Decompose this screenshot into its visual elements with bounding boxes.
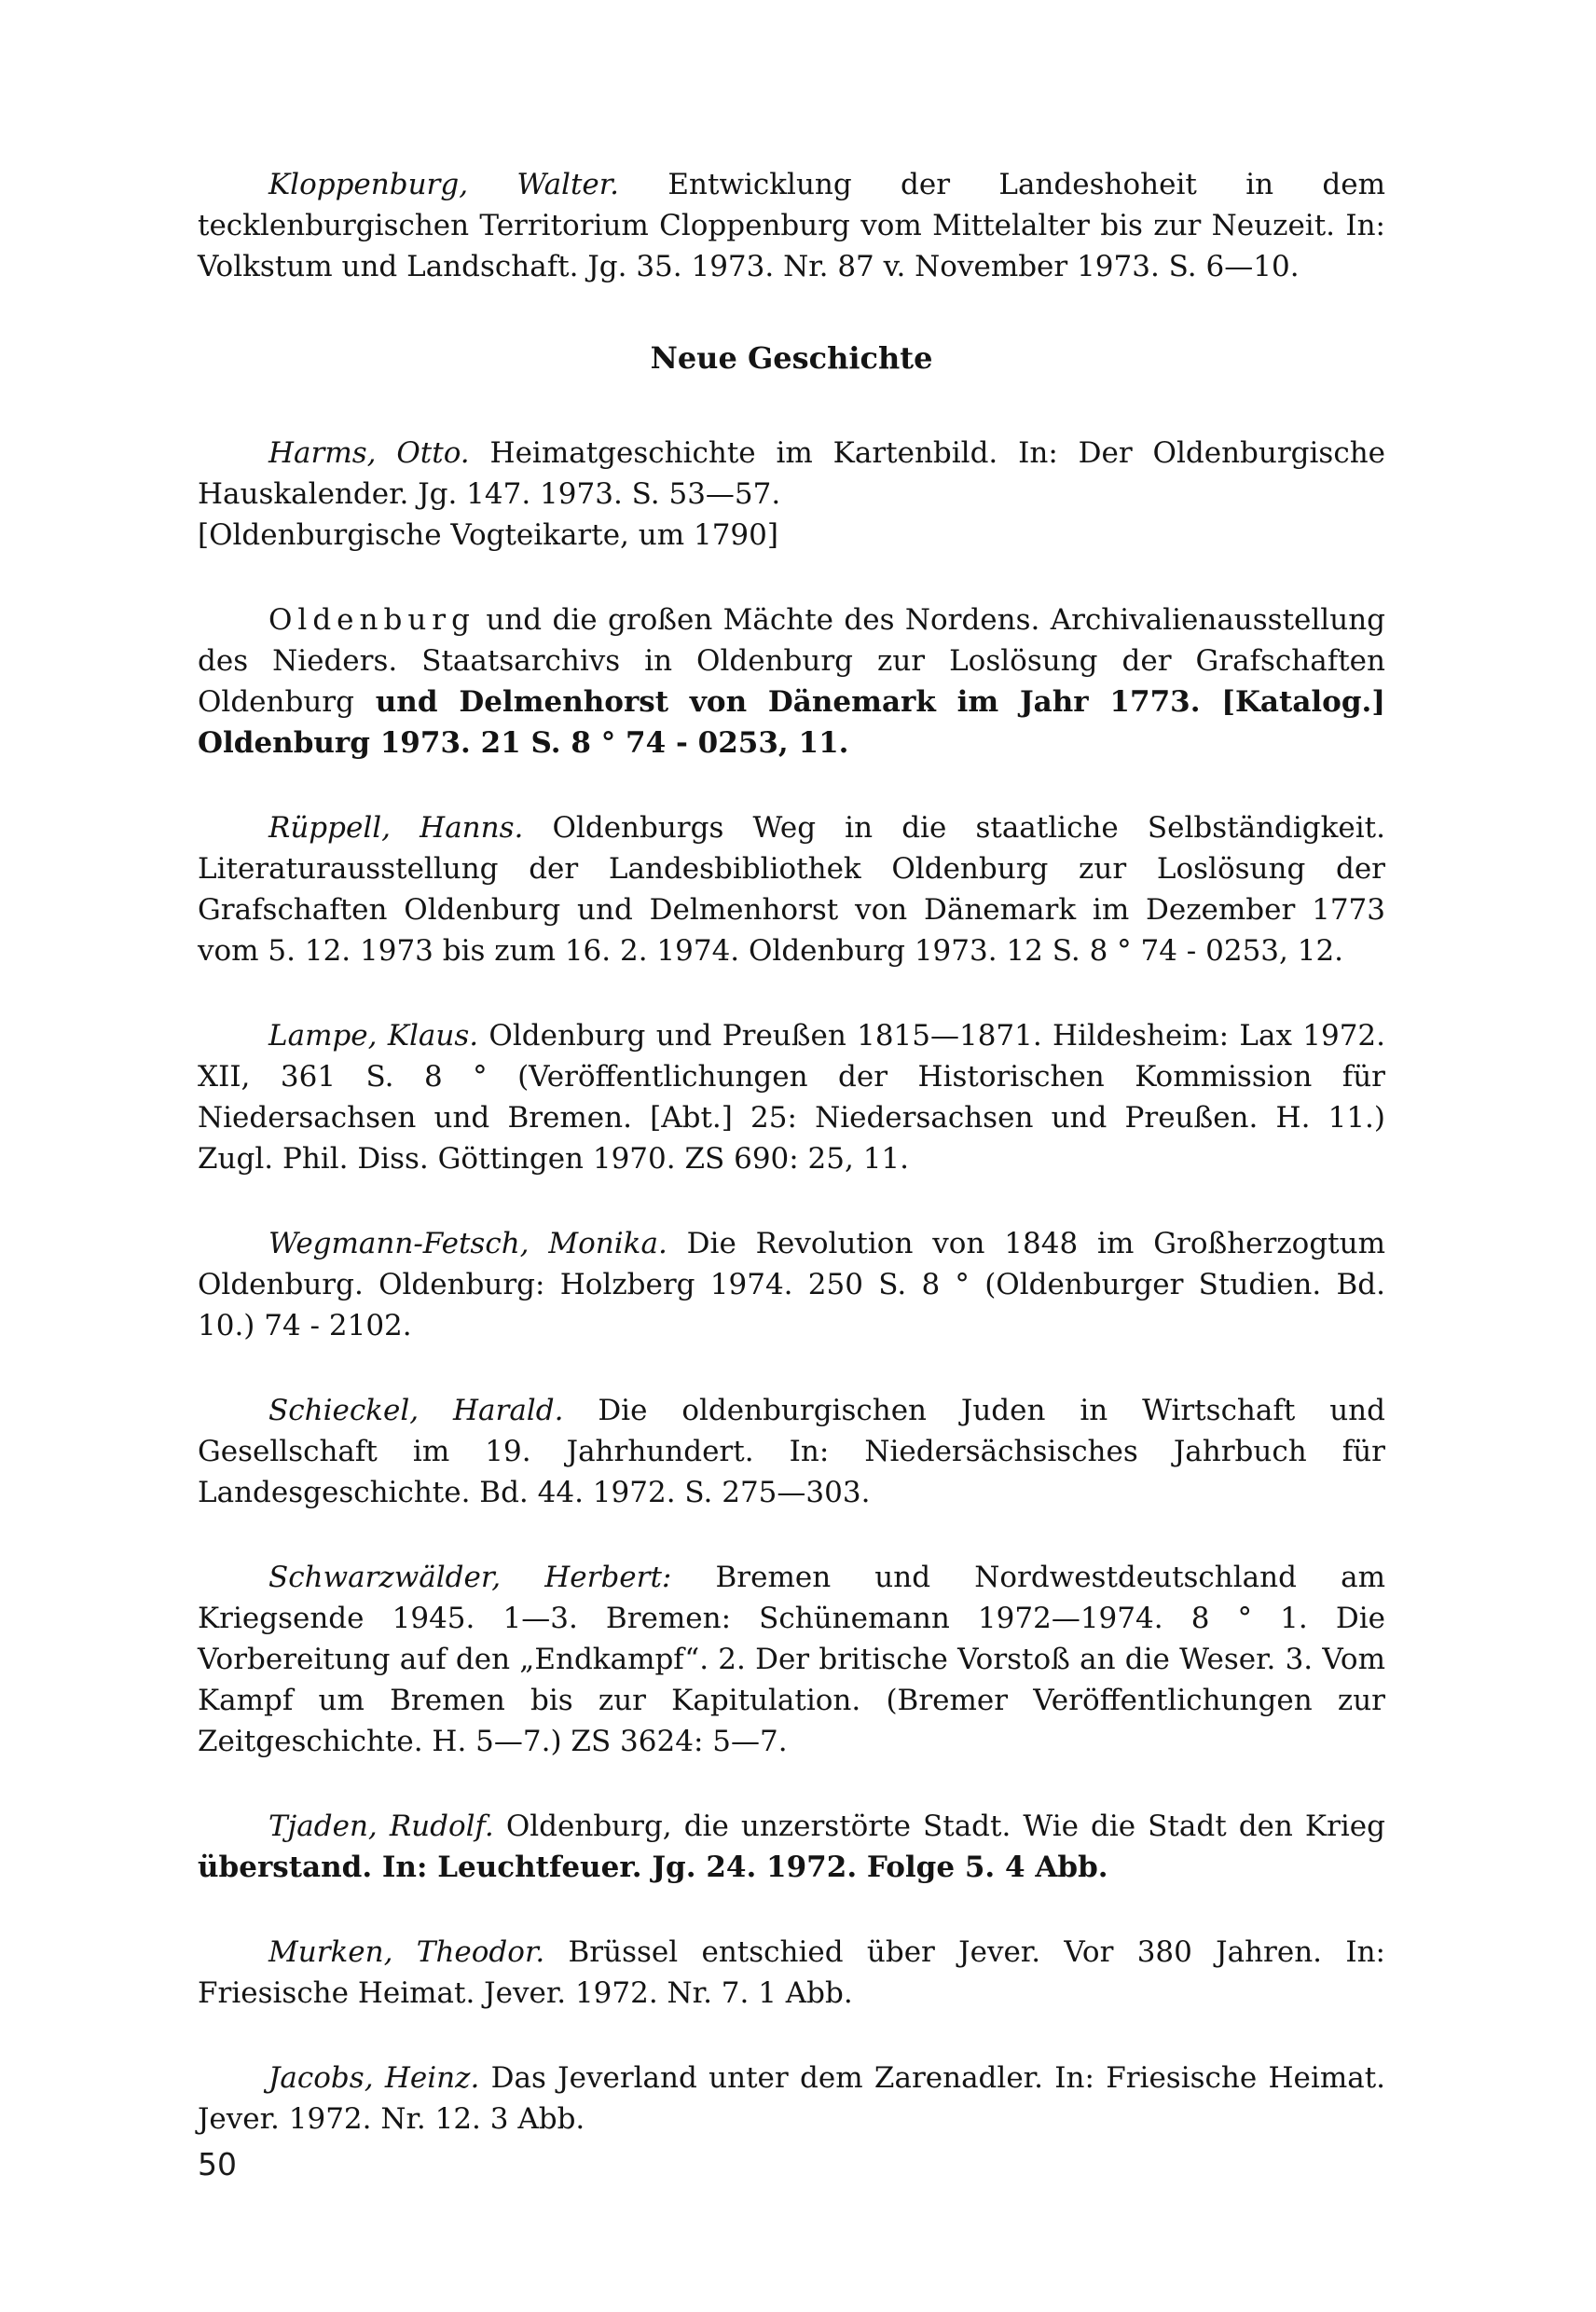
bibliography-entry bbox=[198, 599, 1385, 764]
bibliography-entry bbox=[198, 433, 1385, 556]
entry-text: Bremen und Nordwestdeutschland am Kriegsende 1945. 1—3. Bremen: Schünemann 1972—1974. 8 ° 1. Die Vorbereitung auf den „Endkampf“. 2. Der britische Vorstoß an die Weser. 3. Vom Kampf um Bremen bis zur Kapitulation. (Bremer Veröffentlichungen zur Zeitgeschichte. H. 5—7.) ZS 3624: 5—7. bbox=[198, 1561, 1385, 1758]
entry-bold-text: und Delmenhorst von Dänemark im Jahr 1773. [Katalog.] Oldenburg 1973. 21 S. 8 ° 74 - 0253, 11. bbox=[198, 685, 1385, 760]
entry-author: Murken, Theodor. bbox=[268, 1935, 545, 1969]
entry-author: Jacobs, Heinz. bbox=[268, 2061, 480, 2095]
entry-text: Oldenburgs Weg in die staatliche Selbständigkeit. Literaturausstellung der Landesbibliothek Oldenburg zur Loslösung der Grafschaften Oldenburg und Delmenhorst von Dänemark im Dezember 1773 vom 5. 12. 1973 bis zum 16. 2. 1974. Oldenburg 1973. 12 S. 8 ° 74 - 0253, 12. bbox=[198, 811, 1385, 968]
entry-author: Tjaden, Rudolf. bbox=[268, 1810, 494, 1843]
bibliography-entry bbox=[198, 1390, 1385, 1513]
bibliography-entry bbox=[198, 1223, 1385, 1346]
entry-text: Entwicklung der Landeshoheit in dem tecklenburgischen Territorium Cloppenburg vom Mittelalter bis zur Neuzeit. In: Volkstum und Landschaft. Jg. 35. 1973. Nr. 87 v. November 1973. S. 6—10. bbox=[198, 168, 1385, 283]
entry-text: Oldenburg, die unzerstörte Stadt. Wie die Stadt den Krieg bbox=[493, 1810, 1385, 1843]
section-heading: Neue Geschichte bbox=[650, 340, 933, 376]
bibliography-entry bbox=[198, 1557, 1385, 1762]
bibliography-entry bbox=[198, 1806, 1385, 1888]
entry-note: [Oldenburgische Vogteikarte, um 1790] bbox=[198, 518, 778, 552]
entry-author: Lampe, Klaus. bbox=[268, 1019, 479, 1053]
entry-author: Harms, Otto. bbox=[268, 436, 470, 470]
entry-spaced-title: Oldenburg bbox=[268, 603, 475, 637]
entry-text: Oldenburg und Preußen 1815—1871. Hildesheim: Lax 1972. XII, 361 S. 8 ° (Veröffentlichungen der Historischen Kommission für Niedersachsen und Bremen. [Abt.] 25: Niedersachsen und Preußen. H. 11.) Zugl. Phil. Diss. Göttingen 1970. ZS 690: 25, 11. bbox=[198, 1019, 1385, 1176]
entry-text: und die großen Mächte des Nordens. Archivalienausstellung des Nieders. Staatsarchivs in Oldenburg zur Loslösung der Grafschaften Oldenburg bbox=[198, 603, 1385, 719]
bibliography-entry bbox=[198, 1932, 1385, 2014]
bibliography-entry bbox=[198, 2057, 1385, 2140]
bibliography-entry bbox=[198, 1015, 1385, 1179]
entry-text: Heimatgeschichte im Kartenbild. In: Der Oldenburgische Hauskalender. Jg. 147. 1973. S. 53—57. bbox=[198, 436, 1386, 511]
entry-text: Das Jeverland unter dem Zarenadler. In: Friesische Heimat. Jever. 1972. Nr. 12. 3 Abb. bbox=[198, 2061, 1386, 2136]
entry-author: Rüppell, Hanns. bbox=[268, 811, 524, 845]
entry-text: Die Revolution von 1848 im Großherzogtum Oldenburg. Oldenburg: Holzberg 1974. 250 S. 8 ° (Oldenburger Studien. Bd. 10.) 74 - 2102. bbox=[198, 1227, 1385, 1342]
entry-text: Brüssel entschied über Jever. Vor 380 Jahren. In: Friesische Heimat. Jever. 1972. Nr. 7. 1 Abb. bbox=[198, 1935, 1385, 2010]
entry-author: Wegmann-Fetsch, Monika. bbox=[268, 1227, 667, 1260]
bibliography-entry bbox=[198, 807, 1385, 971]
bibliography-content bbox=[198, 164, 1385, 2183]
page-number: 50 bbox=[198, 2146, 237, 2182]
entry-author: Schwarzwälder, Herbert: bbox=[268, 1561, 672, 1594]
entry-author: Kloppenburg, Walter. bbox=[268, 168, 620, 201]
entry-author: Schieckel, Harald. bbox=[268, 1394, 564, 1427]
entry-text: Die oldenburgischen Juden in Wirtschaft und Gesellschaft im 19. Jahrhundert. In: Niedersächsisches Jahrbuch für Landesgeschichte. Bd. 44. 1972. S. 275—303. bbox=[198, 1394, 1385, 1509]
bibliography-entry bbox=[198, 164, 1385, 287]
entry-bold-text: überstand. In: Leuchtfeuer. Jg. 24. 1972. Folge 5. 4 Abb. bbox=[198, 1851, 1108, 1884]
